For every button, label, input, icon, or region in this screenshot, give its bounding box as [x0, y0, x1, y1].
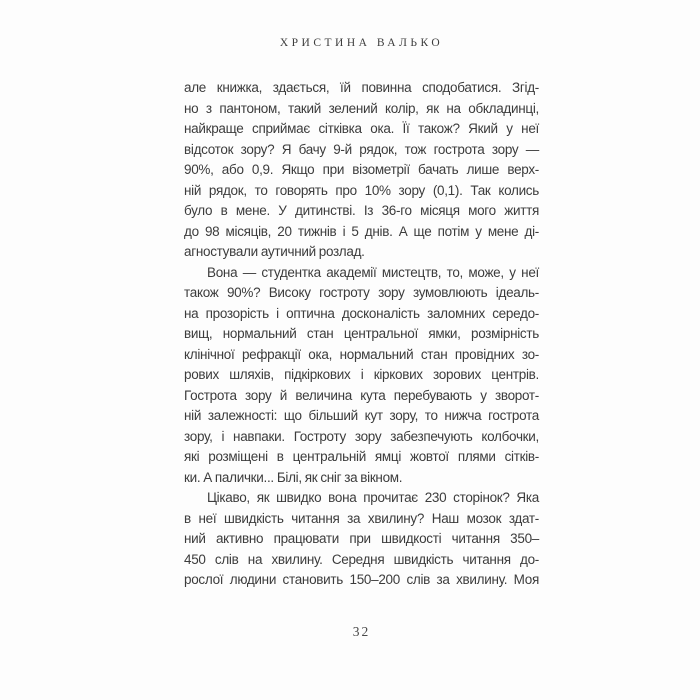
text-line: було в мене. У дитинстві. Із 36-го місяця мого життя	[184, 203, 539, 218]
text-line: клінічної рефракції ока, нормальний стан провідних зо-	[184, 346, 539, 362]
text-line: зору, і навпаки. Гостроту зору забезпечують колбочки,	[184, 428, 539, 444]
text-line: також 90%? Високу гостроту зору зумовлюють ідеаль-	[184, 285, 539, 300]
text-line: ки. А палички... Білі, як сніг за вікном.	[184, 469, 403, 485]
running-header: ХРИСТИНА ВАЛЬКО	[279, 37, 444, 49]
page-number: 32	[352, 624, 371, 639]
text-line: найкраще сприймає сітківка ока. Її також? Який у неї	[184, 121, 539, 136]
text-line: Вона — студентка академії мистецтв, то, може, у неї	[207, 264, 539, 280]
text-line: відсоток зору? Я бачу 9-й рядок, тож гострота зору —	[184, 141, 539, 157]
text-line: до 98 місяців, 20 тижнів і 5 днів. А ще потім у мене ді-	[184, 223, 539, 239]
paragraph-1	[184, 78, 539, 263]
text-line: Гострота зору й величина кута перебувають у зворот-	[184, 387, 539, 403]
text-line: 450 слів на хвилину. Середня швидкість читання до-	[184, 551, 539, 567]
text-line: Цікаво, як швидко вона прочитає 230 сторінок? Яка	[207, 490, 539, 505]
text-line: на прозорість і оптична досконалість заломних середо-	[184, 305, 539, 321]
text-line: які розміщені в центральній ямці жовтої плями сітків-	[184, 449, 539, 464]
paragraph-3	[184, 488, 539, 591]
text-line: ній залежності: що більший кут зору, то нижча гострота	[184, 408, 539, 423]
text-line: агностували аутичний розлад.	[184, 244, 365, 259]
text-block	[184, 78, 539, 591]
text-line: рослої людини становить 150–200 слів за хвилину. Моя	[184, 572, 539, 587]
text-line: в неї швидкість читання за хвилину? Наш мозок здат-	[184, 510, 539, 526]
text-line: ний активно працювати при швидкості читання 350–	[184, 531, 539, 546]
text-line: 90%, або 0,9. Якщо при візометрії бачать лише верх-	[184, 162, 539, 177]
text-line: але книжка, здається, їй повинна сподобатися. Згід-	[184, 80, 539, 95]
text-line: но з пантоном, такий зелений колір, як на обкладинці,	[184, 100, 539, 116]
text-line: рових шляхів, підкіркових і кіркових зорових центрів.	[184, 367, 539, 382]
text-line: вищ, нормальний стан центральної ямки, розмірність	[184, 326, 539, 341]
text-line: ній рядок, то говорять про 10% зору (0,1). Так колись	[184, 182, 539, 198]
paragraph-2	[184, 263, 539, 489]
